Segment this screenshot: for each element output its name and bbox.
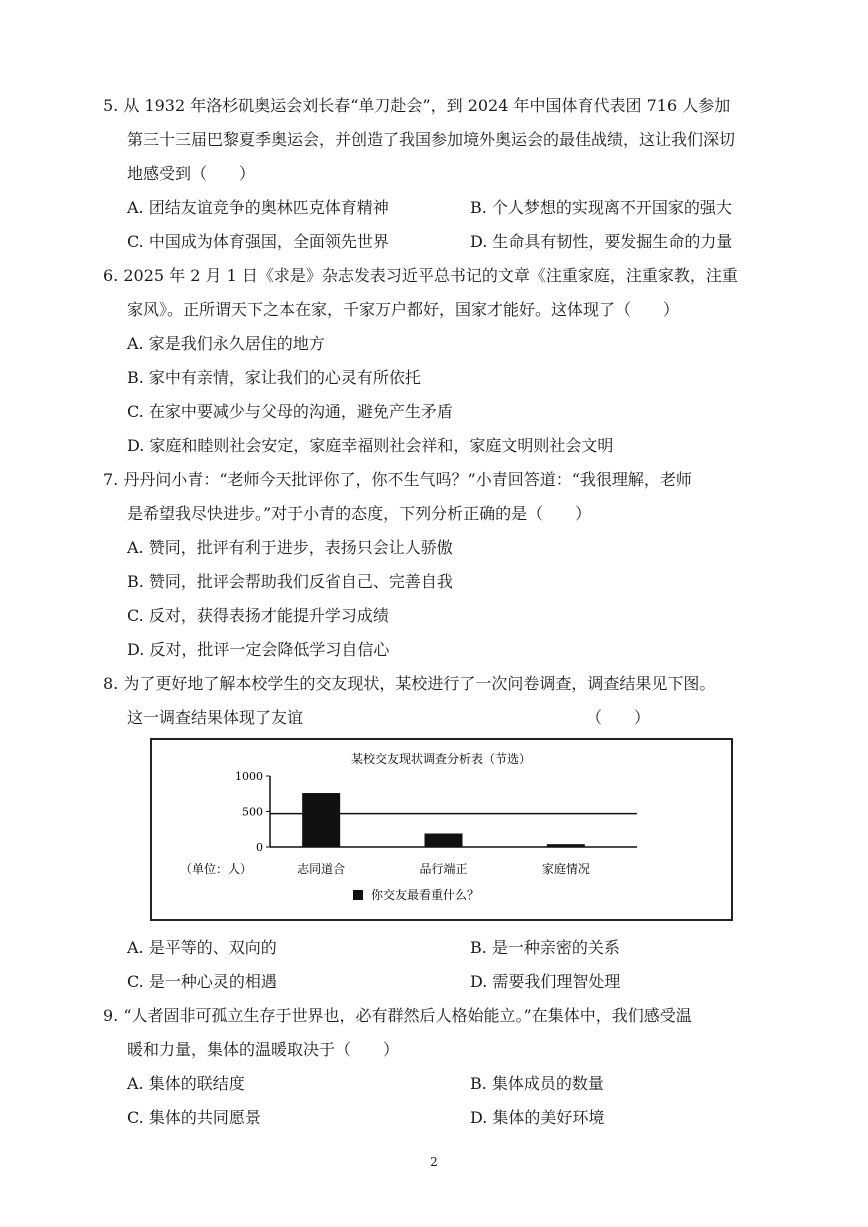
chart-unit-label: （单位：人） <box>180 862 253 876</box>
q5-stem-line-3: 地感受到（ ） <box>127 164 256 183</box>
q8-option-a: A. 是平等的、双向的 <box>127 938 277 957</box>
q6-stem-line-1: 6. 2025 年 2 月 1 日《求是》杂志发表习近平总书记的文章《注重家庭，注重家教，注重 <box>103 266 738 285</box>
q6-option-a: A. 家是我们永久居住的地方 <box>127 334 325 353</box>
q9-stem-line-2: 暖和力量，集体的温暖取决于（ ） <box>127 1040 400 1059</box>
q5-option-a: A. 团结友谊竞争的奥林匹克体育精神 <box>127 198 389 217</box>
q7-option-c: C. 反对，获得表扬才能提升学习成绩 <box>127 606 389 625</box>
q9-option-c: C. 集体的共同愿景 <box>127 1108 261 1127</box>
q8-option-d: D. 需要我们理智处理 <box>470 972 621 991</box>
q9-option-a: A. 集体的联结度 <box>127 1074 245 1093</box>
q8-answer-blank: （ ） <box>586 708 651 727</box>
q8-option-b: B. 是一种亲密的关系 <box>470 938 620 957</box>
q8-stem-line-1: 8. 为了更好地了解本校学生的交友现状，某校进行了一次问卷调查，调查结果见下图。 <box>103 674 716 693</box>
q9-option-d: D. 集体的美好环境 <box>470 1108 605 1127</box>
x-category-label-0: 志同道合 <box>297 862 346 876</box>
friendship-survey-chart <box>150 738 733 921</box>
chart-svg <box>152 740 731 919</box>
q9-stem-line-1: 9. “人者固非可孤立生存于世界也，必有群然后人格始能立。”在集体中，我们感受温 <box>103 1006 692 1025</box>
bar-1 <box>425 834 463 847</box>
q7-option-a: A. 赞同，批评有利于进步，表扬只会让人骄傲 <box>127 538 453 557</box>
q8-option-c: C. 是一种心灵的相遇 <box>127 972 277 991</box>
page-number: 2 <box>430 1155 438 1169</box>
legend-swatch <box>353 890 363 900</box>
chart-title: 某校交友现状调查分析表（节选） <box>350 752 532 766</box>
bar-2 <box>547 844 585 847</box>
q7-option-b: B. 赞同，批评会帮助我们反省自己、完善自我 <box>127 572 453 591</box>
legend-label: 你交友最看重什么？ <box>371 888 480 902</box>
q7-option-d: D. 反对，批评一定会降低学习自信心 <box>127 640 390 659</box>
q6-option-b: B. 家中有亲情，家让我们的心灵有所依托 <box>127 368 421 387</box>
q5-option-c: C. 中国成为体育强国，全面领先世界 <box>127 232 389 251</box>
q5-option-b: B. 个人梦想的实现离不开国家的强大 <box>470 198 732 217</box>
x-category-label-1: 品行端正 <box>419 862 468 876</box>
q9-option-b: B. 集体成员的数量 <box>470 1074 604 1093</box>
chart-plot-area <box>235 770 637 876</box>
q7-stem-line-1: 7. 丹丹问小青：“老师今天批评你了，你不生气吗？”小青回答道：“我很理解，老师 <box>103 470 692 489</box>
q8-stem-line-2: 这一调查结果体现了友谊 <box>127 708 304 727</box>
x-category-label-2: 家庭情况 <box>541 862 590 876</box>
y-tick-label-0: 0 <box>256 841 263 854</box>
q5-option-d: D. 生命具有韧性，要发掘生命的力量 <box>470 232 733 251</box>
q6-option-d: D. 家庭和睦则社会安定，家庭幸福则社会祥和，家庭文明则社会文明 <box>127 436 614 455</box>
q5-stem-line-1: 5. 从 1932 年洛杉矶奥运会刘长春“单刀赴会”，到 2024 年中国体育代表团 716 人参加 <box>103 96 731 115</box>
q6-stem-line-2: 家风》。正所谓天下之本在家，千家万户都好，国家才能好。这体现了（ ） <box>127 300 680 319</box>
q5-stem-line-2: 第三十三届巴黎夏季奥运会，并创造了我国参加境外奥运会的最佳战绩，这让我们深切 <box>127 130 736 149</box>
y-tick-label-2: 1000 <box>235 770 263 783</box>
q7-stem-line-2: 是希望我尽快进步。”对于小青的态度，下列分析正确的是（ ） <box>127 504 592 523</box>
q6-option-c: C. 在家中要减少与父母的沟通，避免产生矛盾 <box>127 402 453 421</box>
bar-0 <box>302 793 340 847</box>
y-tick-label-1: 500 <box>242 805 263 819</box>
